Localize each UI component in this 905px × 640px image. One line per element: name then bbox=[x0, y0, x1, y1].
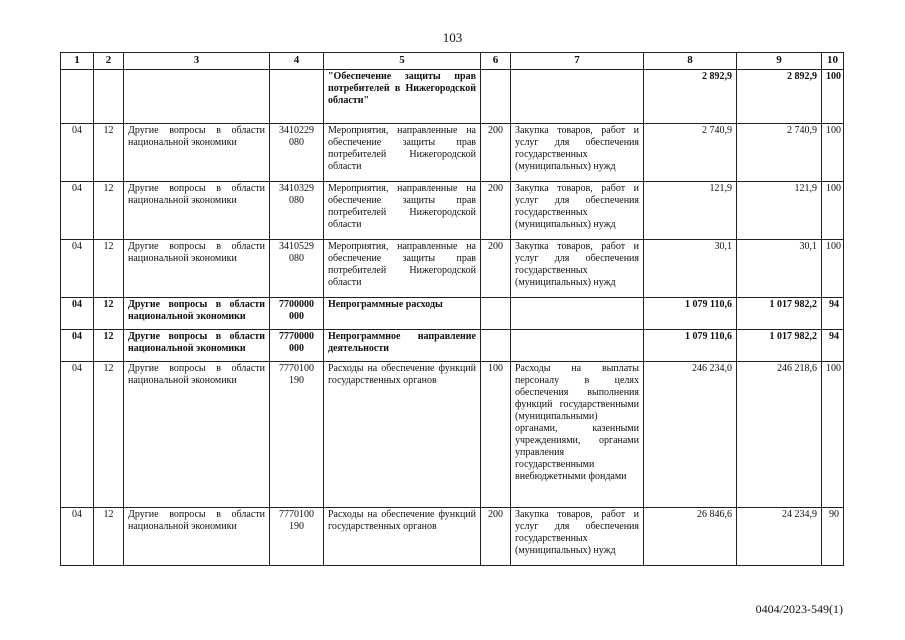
cell-section-name: Другие вопросы в области национальной экономики bbox=[124, 240, 270, 298]
table-row bbox=[61, 508, 844, 566]
cell-section: 04 bbox=[61, 240, 94, 298]
cell-executed-amount: 246 218,6 bbox=[737, 362, 822, 508]
cell-section-name bbox=[124, 70, 270, 124]
cell-execution-percent: 100 bbox=[822, 182, 844, 240]
cell-target-article: 3410229 080 bbox=[270, 124, 324, 182]
cell-target-article-name: Мероприятия, направленные на обеспечение защиты прав потребителей Нижегородской области bbox=[324, 182, 481, 240]
cell-section-name: Другие вопросы в области национальной экономики bbox=[124, 508, 270, 566]
cell-executed-amount: 1 017 982,2 bbox=[737, 298, 822, 330]
table-header bbox=[61, 53, 844, 70]
cell-expense-type-name: Закупка товаров, работ и услуг для обеспечения государственных (муниципальных) нужд bbox=[511, 508, 644, 566]
column-header-2: 2 bbox=[94, 53, 124, 70]
cell-subsection: 12 bbox=[94, 330, 124, 362]
cell-section: 04 bbox=[61, 330, 94, 362]
cell-executed-amount: 24 234,9 bbox=[737, 508, 822, 566]
table-row bbox=[61, 330, 844, 362]
table-row bbox=[61, 298, 844, 330]
cell-target-article-name: Расходы на обеспечение функций государственных органов bbox=[324, 362, 481, 508]
cell-executed-amount: 1 017 982,2 bbox=[737, 330, 822, 362]
column-header-6: 6 bbox=[481, 53, 511, 70]
cell-subsection: 12 bbox=[94, 182, 124, 240]
cell-executed-amount: 2 892,9 bbox=[737, 70, 822, 124]
cell-section-name: Другие вопросы в области национальной экономики bbox=[124, 124, 270, 182]
cell-execution-percent: 90 bbox=[822, 508, 844, 566]
cell-expense-type-name bbox=[511, 298, 644, 330]
cell-expense-type bbox=[481, 298, 511, 330]
cell-expense-type-name bbox=[511, 330, 644, 362]
budget-table bbox=[60, 52, 844, 566]
document-code: 0404/2023-549(1) bbox=[755, 602, 843, 616]
cell-expense-type-name bbox=[511, 70, 644, 124]
cell-expense-type-name: Закупка товаров, работ и услуг для обеспечения государственных (муниципальных) нужд bbox=[511, 124, 644, 182]
table-header-row bbox=[61, 53, 844, 70]
cell-planned-amount: 2 740,9 bbox=[644, 124, 737, 182]
page-number: 103 bbox=[442, 30, 463, 45]
cell-section: 04 bbox=[61, 362, 94, 508]
cell-planned-amount: 1 079 110,6 bbox=[644, 298, 737, 330]
table-row bbox=[61, 362, 844, 508]
cell-section: 04 bbox=[61, 124, 94, 182]
cell-expense-type-name: Расходы на выплаты персоналу в целях обеспечения выполнения функций государственными (муниципальными) органами, казенными учреждениями, органами управления государственными внебюджетными фондами bbox=[511, 362, 644, 508]
cell-target-article: 3410529 080 bbox=[270, 240, 324, 298]
column-header-1: 1 bbox=[61, 53, 94, 70]
cell-expense-type: 200 bbox=[481, 124, 511, 182]
cell-target-article bbox=[270, 70, 324, 124]
column-header-5: 5 bbox=[324, 53, 481, 70]
cell-target-article-name: Непрограммное направление деятельности bbox=[324, 330, 481, 362]
cell-target-article-name: "Обеспечение защиты прав потребителей в Нижегородской области" bbox=[324, 70, 481, 124]
cell-executed-amount: 2 740,9 bbox=[737, 124, 822, 182]
cell-planned-amount: 121,9 bbox=[644, 182, 737, 240]
cell-target-article-name: Мероприятия, направленные на обеспечение защиты прав потребителей Нижегородской области bbox=[324, 240, 481, 298]
cell-target-article: 3410329 080 bbox=[270, 182, 324, 240]
cell-expense-type: 200 bbox=[481, 182, 511, 240]
cell-planned-amount: 246 234,0 bbox=[644, 362, 737, 508]
cell-subsection bbox=[94, 70, 124, 124]
column-header-9: 9 bbox=[737, 53, 822, 70]
column-header-4: 4 bbox=[270, 53, 324, 70]
cell-execution-percent: 100 bbox=[822, 240, 844, 298]
cell-expense-type bbox=[481, 70, 511, 124]
cell-execution-percent: 94 bbox=[822, 298, 844, 330]
cell-subsection: 12 bbox=[94, 240, 124, 298]
cell-section-name: Другие вопросы в области национальной экономики bbox=[124, 330, 270, 362]
cell-planned-amount: 26 846,6 bbox=[644, 508, 737, 566]
cell-section-name: Другие вопросы в области национальной экономики bbox=[124, 362, 270, 508]
cell-execution-percent: 100 bbox=[822, 124, 844, 182]
cell-expense-type-name: Закупка товаров, работ и услуг для обеспечения государственных (муниципальных) нужд bbox=[511, 182, 644, 240]
cell-expense-type: 200 bbox=[481, 240, 511, 298]
table-row bbox=[61, 124, 844, 182]
cell-expense-type bbox=[481, 330, 511, 362]
column-header-10: 10 bbox=[822, 53, 844, 70]
cell-subsection: 12 bbox=[94, 508, 124, 566]
cell-expense-type-name: Закупка товаров, работ и услуг для обеспечения государственных (муниципальных) нужд bbox=[511, 240, 644, 298]
cell-planned-amount: 1 079 110,6 bbox=[644, 330, 737, 362]
cell-target-article-name: Непрограммные расходы bbox=[324, 298, 481, 330]
cell-section-name: Другие вопросы в области национальной экономики bbox=[124, 298, 270, 330]
cell-target-article: 7770100 190 bbox=[270, 508, 324, 566]
cell-subsection: 12 bbox=[94, 362, 124, 508]
cell-expense-type: 100 bbox=[481, 362, 511, 508]
cell-target-article-name: Мероприятия, направленные на обеспечение защиты прав потребителей Нижегородской области bbox=[324, 124, 481, 182]
cell-section: 04 bbox=[61, 508, 94, 566]
cell-execution-percent: 94 bbox=[822, 330, 844, 362]
cell-target-article: 7700000 000 bbox=[270, 298, 324, 330]
column-header-8: 8 bbox=[644, 53, 737, 70]
cell-section-name: Другие вопросы в области национальной экономики bbox=[124, 182, 270, 240]
cell-executed-amount: 30,1 bbox=[737, 240, 822, 298]
cell-execution-percent: 100 bbox=[822, 70, 844, 124]
table-row bbox=[61, 182, 844, 240]
column-header-7: 7 bbox=[511, 53, 644, 70]
cell-execution-percent: 100 bbox=[822, 362, 844, 508]
column-header-3: 3 bbox=[124, 53, 270, 70]
cell-subsection: 12 bbox=[94, 124, 124, 182]
cell-subsection: 12 bbox=[94, 298, 124, 330]
table-row bbox=[61, 240, 844, 298]
cell-planned-amount: 30,1 bbox=[644, 240, 737, 298]
cell-expense-type: 200 bbox=[481, 508, 511, 566]
cell-executed-amount: 121,9 bbox=[737, 182, 822, 240]
table-row bbox=[61, 70, 844, 124]
cell-target-article: 7770100 190 bbox=[270, 362, 324, 508]
cell-section: 04 bbox=[61, 298, 94, 330]
cell-planned-amount: 2 892,9 bbox=[644, 70, 737, 124]
cell-target-article: 7770000 000 bbox=[270, 330, 324, 362]
cell-section: 04 bbox=[61, 182, 94, 240]
cell-target-article-name: Расходы на обеспечение функций государственных органов bbox=[324, 508, 481, 566]
table-body bbox=[61, 70, 844, 566]
cell-section bbox=[61, 70, 94, 124]
